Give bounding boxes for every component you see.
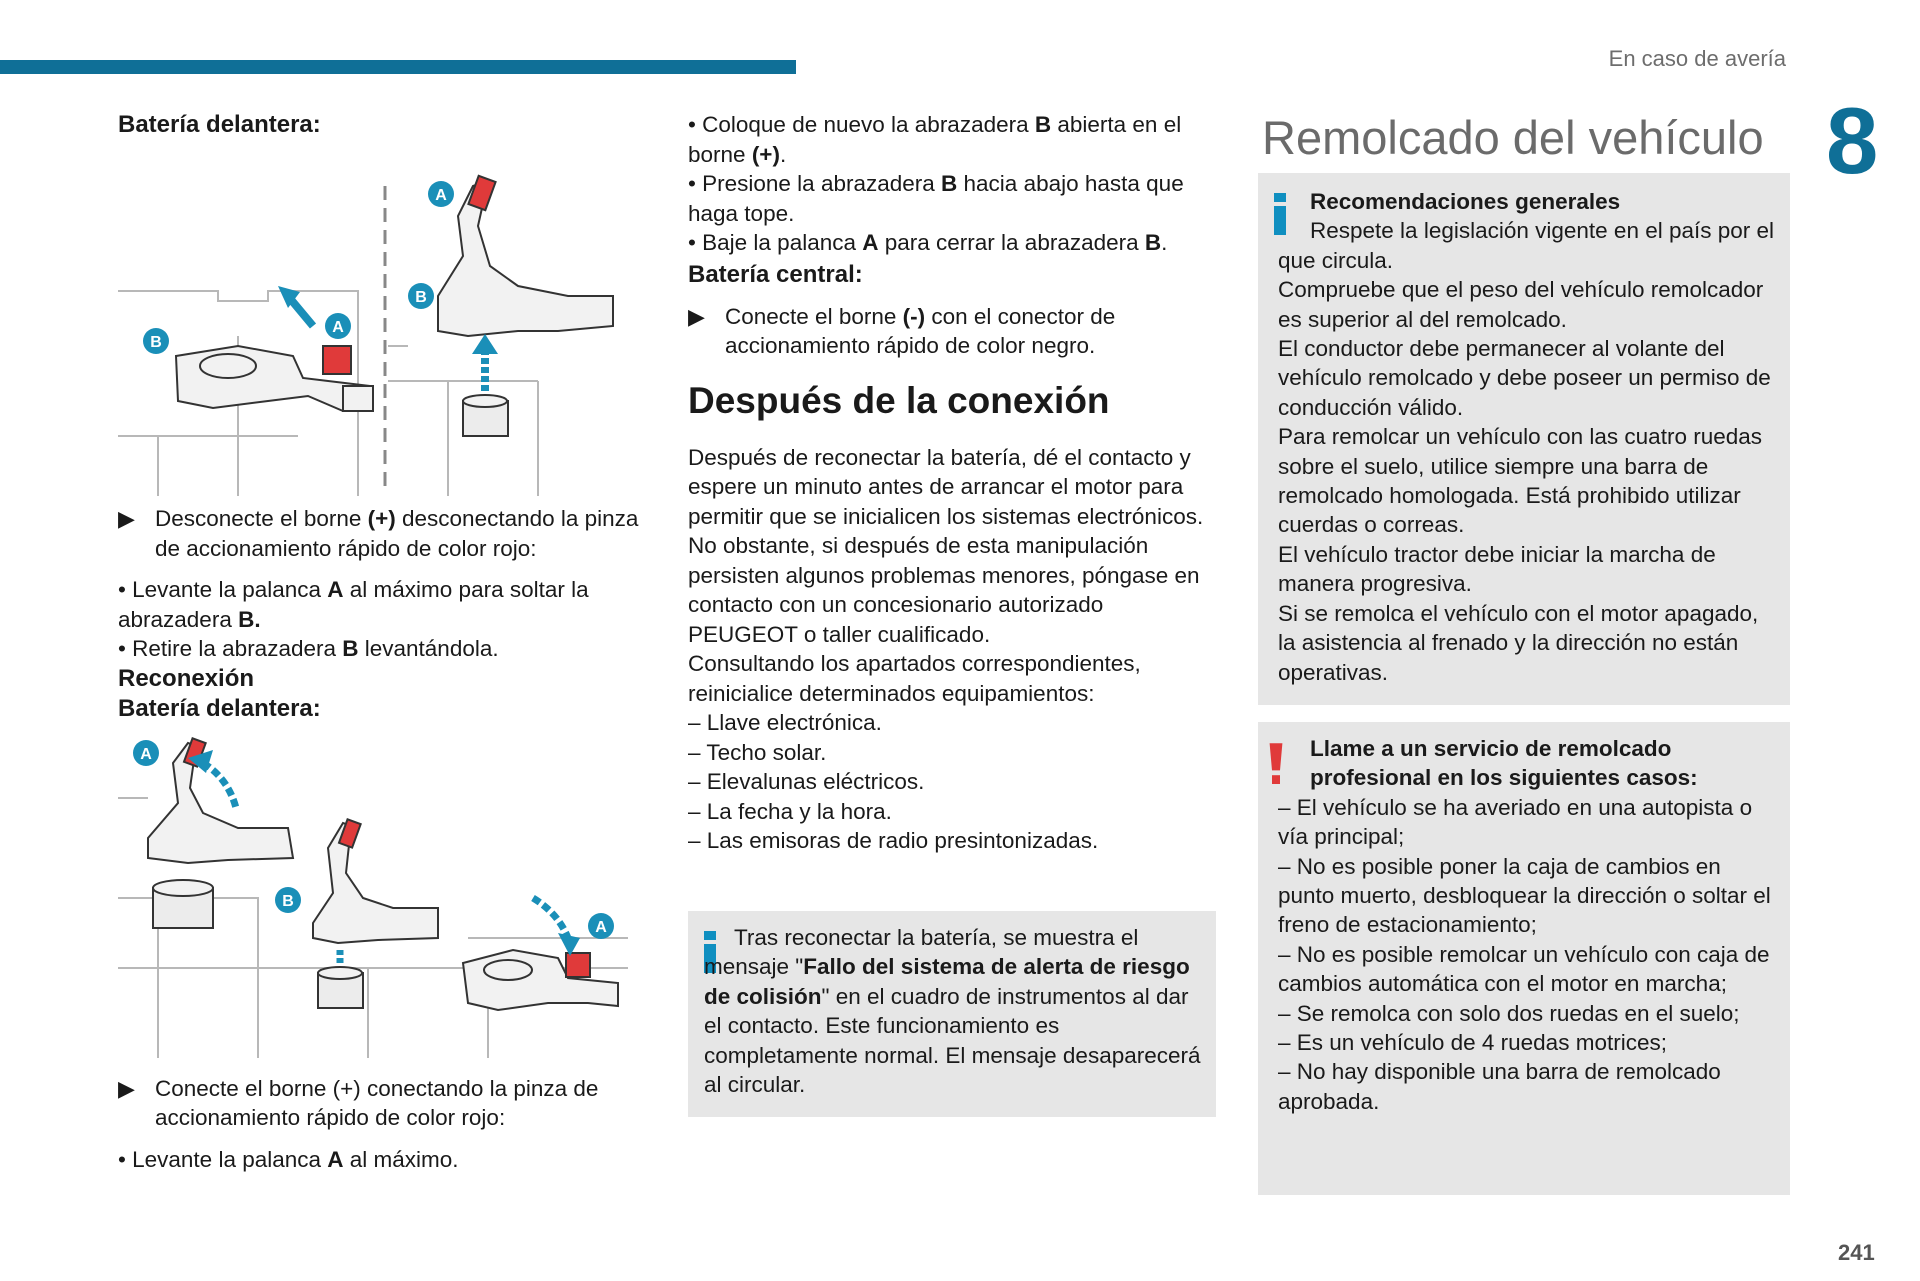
warning-text — [1278, 734, 1783, 1116]
bullet-lift-lever-max: • Levante la palanca A al máximo. — [118, 1146, 459, 1172]
warn-line: – Se remolca con solo dos ruedas en el suelo; — [1278, 1000, 1740, 1026]
recommendations-title: Recomendaciones generales — [1310, 189, 1621, 214]
bullet-press-clamp: • Presione la abrazadera B hacia abajo hasta que haga tope. — [688, 171, 1184, 226]
rec-line: Para remolcar un vehículo con las cuatro ruedas sobre el suelo, utilice siempre una barra de remolcado homologada. Está prohibido utilizar cuerdas o correas. — [1278, 424, 1763, 538]
label-b-3: B — [282, 892, 294, 910]
list-item: – Llave electrónica. — [688, 710, 882, 735]
info-note-text: Tras reconectar la batería, se muestra el mensaje "Fallo del sistema de alerta de riesgo de colisión" en el cuadro de instrumentos al dar el contacto. Este funcionamiento es completamente normal. El mensaje desaparecerá al circular. — [704, 925, 1201, 1098]
paragraph-after-2: No obstante, si después de esta manipulación persisten algunos problemas menores, póngase en contacto con un concesionario autorizado PEUGEOT o taller cualificado. — [688, 533, 1200, 647]
recommendations-text — [1278, 187, 1778, 687]
red-clamp-lever-2 — [566, 953, 590, 977]
chapter-number: 8 — [1826, 88, 1879, 193]
step-connect-negative: ▶ Conecte el borne (-) con el conector de accionamiento rápido de color negro. — [688, 303, 1116, 358]
warn-line: – No es posible remolcar un vehículo con caja de cambios automática con el motor en marcha; — [1278, 941, 1770, 997]
list-item: – Techo solar. — [688, 739, 827, 765]
left-column — [118, 110, 648, 1174]
rec-line: Si se remolca el vehículo con el motor apagado, la asistencia al frenado y la dirección no están operativas. — [1278, 600, 1759, 685]
label-a-2: A — [435, 187, 447, 204]
step-reconnect: ▶ Conecte el borne (+) conectando la pinza de accionamiento rápido de color rojo: — [118, 1075, 599, 1130]
bullet-lower-lever: • Baje la palanca A para cerrar la abrazadera B. — [688, 230, 1168, 255]
heading-after-connection: Después de la conexión — [688, 379, 1110, 421]
label-a-4: A — [595, 918, 607, 936]
reconnect-illustration — [118, 728, 638, 1068]
disconnect-illustration — [118, 146, 638, 496]
warning-title: Llame a un servicio de remolcado profesional en los siguientes casos: — [1310, 736, 1698, 791]
warn-line: – No hay disponible una barra de remolcado aprobada. — [1278, 1059, 1721, 1114]
warning-box — [1258, 722, 1790, 1195]
warn-line: – El vehículo se ha averiado en una autopista o vía principal; — [1278, 794, 1753, 850]
bullet-lift-lever: • Levante la palanca A al máximo para soltar la abrazadera B. — [118, 577, 589, 632]
red-clamp-lever — [323, 346, 351, 374]
list-item: – Elevalunas eléctricos. — [688, 769, 925, 794]
label-a-3: A — [140, 745, 152, 763]
label-a-1: A — [332, 319, 344, 336]
page-title: Remolcado del vehículo — [1262, 111, 1764, 164]
triangle-bullet-icon: ▶ — [118, 506, 135, 531]
label-b-2: B — [415, 289, 427, 306]
rec-line: El vehículo tractor debe iniciar la marcha de manera progresiva. — [1278, 541, 1716, 597]
heading-front-battery-2: Batería delantera: — [118, 694, 321, 722]
heading-central-battery: Batería central: — [688, 260, 863, 288]
header-accent-bar — [0, 60, 796, 74]
list-item: – La fecha y la hora. — [688, 798, 892, 824]
paragraph-after-1: Después de reconectar la batería, dé el contacto y espere un minuto antes de arrancar el motor para permitir que se inicialicen los sistemas electrónicos. — [688, 444, 1204, 529]
triangle-bullet-icon: ▶ — [688, 303, 705, 329]
rec-line: Respete la legislación vigente en el país por el que circula. — [1278, 218, 1775, 273]
bullet-reposition-clamp: • Coloque de nuevo la abrazadera B abierta en el borne (+). — [688, 112, 1182, 167]
step-disconnect: ▶ Desconecte el borne (+) desconectando la pinza de accionamiento rápido de color rojo: — [118, 506, 639, 561]
bullet-remove-clamp: • Retire la abrazadera B levantándola. — [118, 636, 499, 661]
middle-column — [688, 110, 1218, 856]
paragraph-after-3: Consultando los apartados correspondientes, reinicialice determinados equipamientos: — [688, 651, 1141, 706]
rec-line: Compruebe que el peso del vehículo remolcador es superior al del remolcado. — [1278, 277, 1764, 332]
rec-line: El conductor debe permanecer al volante del vehículo remolcado y debe poseer un permiso de conducción válido. — [1278, 336, 1771, 420]
recommendations-box — [1258, 173, 1790, 705]
warn-line: – Es un vehículo de 4 ruedas motrices; — [1278, 1030, 1667, 1056]
label-b-1: B — [150, 334, 162, 351]
heading-front-battery-1: Batería delantera: — [118, 111, 321, 138]
warn-line: – No es posible poner la caja de cambios en punto muerto, desbloquear la dirección o soltar el freno de estacionamiento; — [1278, 853, 1771, 938]
page-number: 241 — [1838, 1240, 1875, 1265]
section-title: En caso de avería — [1608, 46, 1786, 71]
heading-reconnection: Reconexión — [118, 664, 255, 692]
info-note-box — [688, 911, 1216, 1117]
triangle-bullet-icon: ▶ — [118, 1075, 135, 1101]
list-item: – Las emisoras de radio presintonizadas. — [688, 828, 1099, 853]
